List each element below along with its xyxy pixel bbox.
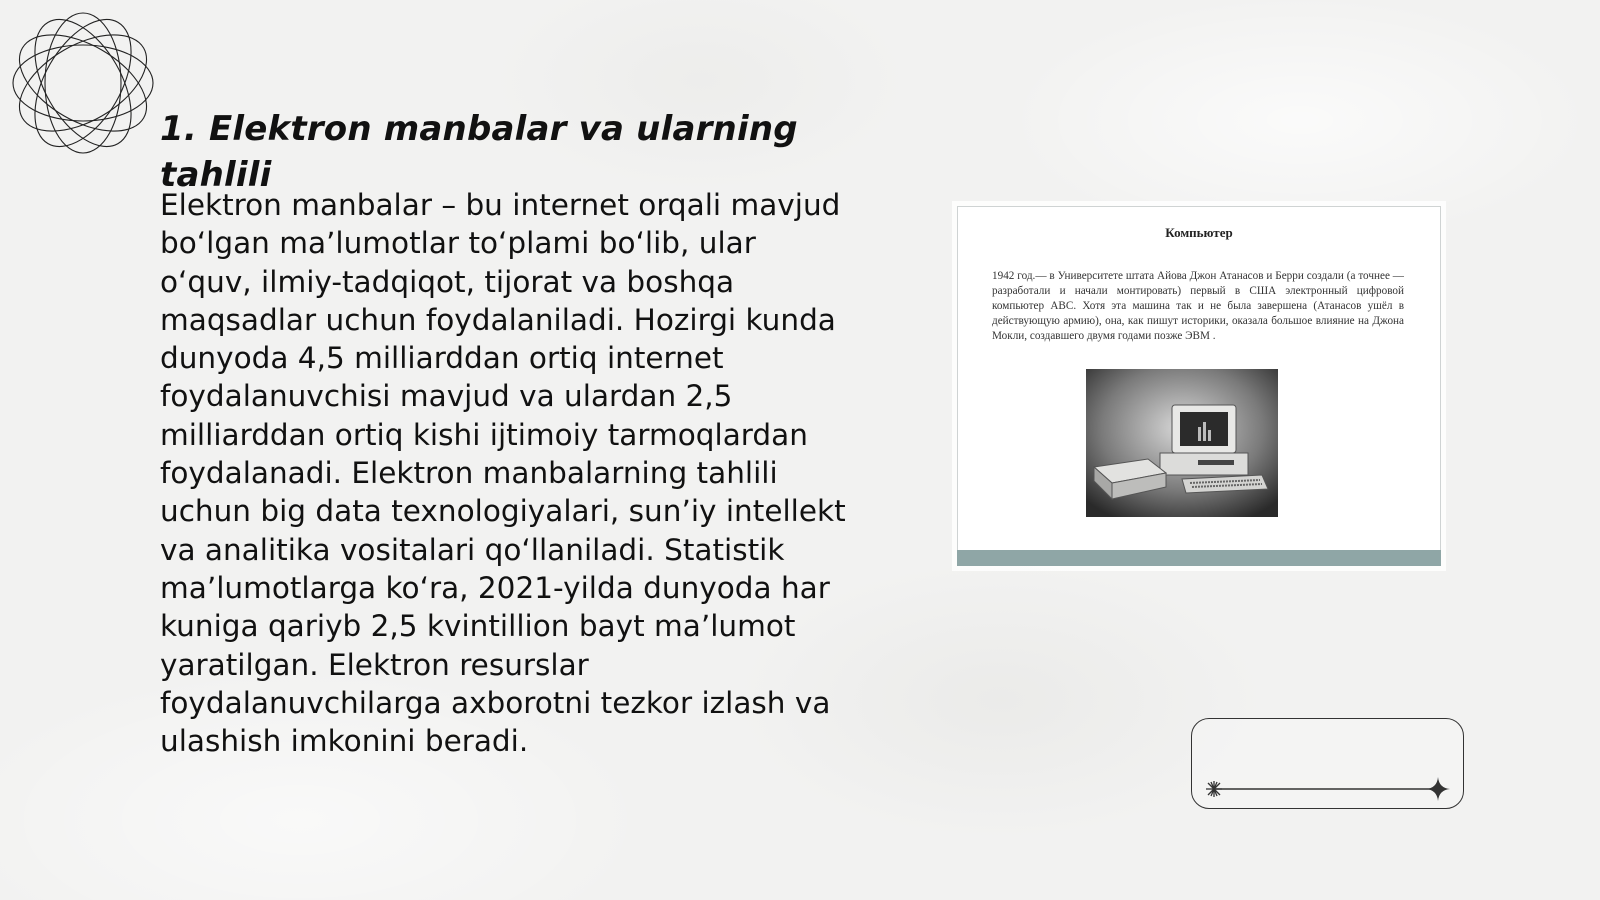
slide-title: 1. Elektron manbalar va ularning tahlili [160, 109, 798, 195]
computer-photo [1086, 369, 1278, 517]
star-icon [1426, 777, 1450, 801]
figure-title: Компьютер [1165, 225, 1233, 240]
figure-text: 1942 год.— в Университете штата Айова Джон Атанасов и Берри создали (а точнее — разработали и начали монтировать) первый в США электронный цифровой компьютер ABC. Хотя эта машина так и не была завершена (Атанасов ушёл в действующую армию), она, как пишут историки, оказала большое влияние на Джона Мокли, создавшего двумя годами позже ЭВМ . [992, 270, 1404, 342]
timeline-decoration [1191, 718, 1464, 809]
sparkle-icon [1206, 781, 1222, 797]
orbit-ornament-icon [10, 10, 156, 156]
figure-bottom-bar [957, 550, 1441, 566]
slide-body-text: Elektron manbalar – bu internet orqali mavjud boʻlgan maʼlumotlar toʻplami boʻlib, ular oʻquv, ilmiy-tadqiqot, tijorat va boshqa maqsadlar uchun foydalaniladi. Hozirgi kunda dunyoda 4,5 milliarddan ortiq internet foydalanuvchisi mavjud va ulardan 2,5 milliarddan ortiq kishi ijtimoiy tarmoqlardan foydalanadi. Elektron manbalarning tahlili uchun big data texnologiyalari, sunʼiy intellekt va analitika vositalari qoʻllaniladi. Statistik maʼlumotlarga koʻra, 2021-yilda dunyoda har kuniga qariyb 2,5 kvintillion bayt maʼlumot yaratilgan. Elektron resurslar foydalanuvchilarga axborotni tezkor izlash va ulashish imkonini beradi. [160, 188, 846, 759]
computer-history-figure [957, 206, 1441, 566]
